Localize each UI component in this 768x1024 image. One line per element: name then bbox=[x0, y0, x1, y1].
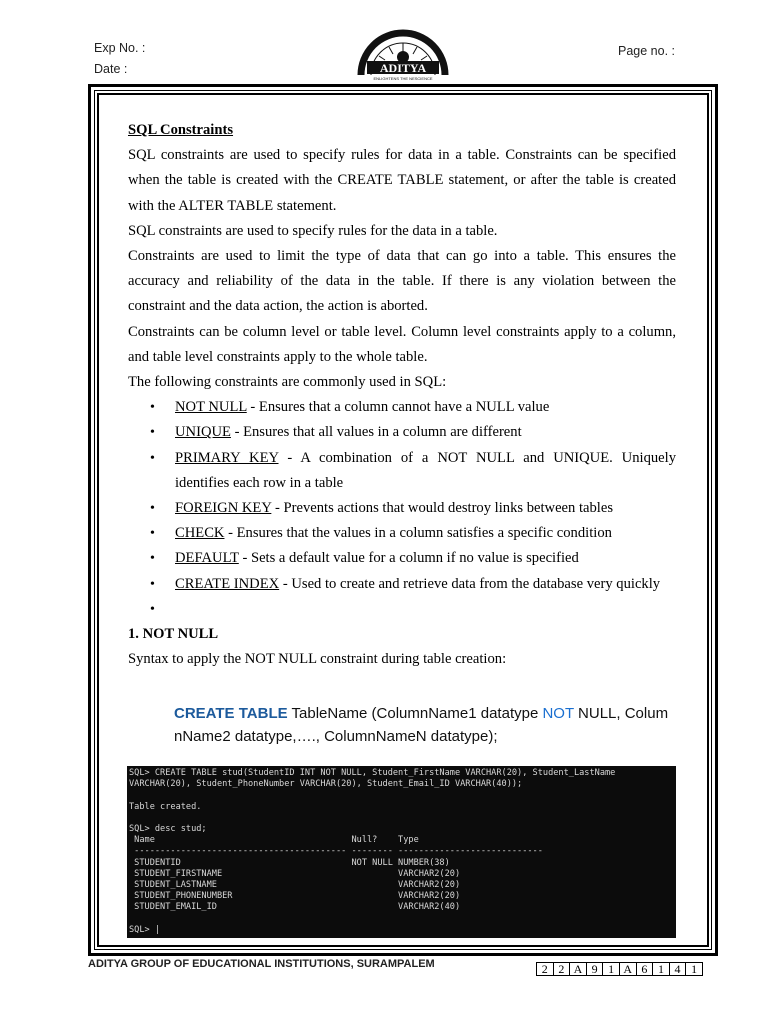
paragraph: SQL constraints are used to specify rules for data in a table. Constraints can be specified when the table is created with the CREATE TABLE statement, or after the table is created with the ALTER TABLE statement. bbox=[128, 147, 676, 214]
aditya-logo bbox=[353, 23, 453, 83]
constraint-name: PRIMARY KEY bbox=[175, 449, 279, 466]
roll-digit: 1 bbox=[652, 962, 670, 976]
constraint-desc: - Ensures that all values in a column are different bbox=[230, 424, 522, 441]
date-label: Date : bbox=[94, 62, 128, 76]
list-item bbox=[175, 546, 676, 571]
document-body bbox=[128, 118, 676, 672]
syntax-keyword-not: NOT bbox=[542, 705, 574, 722]
list-item-empty bbox=[175, 597, 676, 622]
list-item bbox=[175, 572, 676, 597]
list-item bbox=[175, 420, 676, 445]
roll-digit: 6 bbox=[636, 962, 654, 976]
syntax-keyword: CREATE TABLE bbox=[174, 705, 288, 722]
logo-tagline: ENLIGHTENS THE NESCIENCE bbox=[373, 76, 433, 81]
roll-digit: 1 bbox=[685, 962, 703, 976]
roll-digit: A bbox=[619, 962, 637, 976]
syntax-text: TableName (ColumnName1 datatype bbox=[287, 705, 543, 722]
institution-footer: ADITYA GROUP OF EDUCATIONAL INSTITUTIONS, SURAMPALEM bbox=[88, 958, 435, 970]
constraint-desc: - Used to create and retrieve data from the database very quickly bbox=[279, 575, 661, 592]
roll-digit: 9 bbox=[586, 962, 604, 976]
roll-digit: 2 bbox=[553, 962, 571, 976]
page-no-label: Page no. : bbox=[618, 44, 675, 58]
constraint-name: UNIQUE bbox=[175, 424, 231, 441]
logo-text: ADITYA bbox=[379, 61, 427, 75]
list-item bbox=[175, 395, 676, 420]
constraint-name: CHECK bbox=[175, 525, 225, 542]
paragraph: The following constraints are commonly used in SQL: bbox=[128, 374, 447, 391]
constraint-desc: - Sets a default value for a column if no value is specified bbox=[238, 550, 579, 567]
roll-digit: 2 bbox=[536, 962, 554, 976]
syntax-intro: Syntax to apply the NOT NULL constraint during table creation: bbox=[128, 651, 507, 668]
paragraph: Constraints are used to limit the type of data that can go into a table. This ensures the accuracy and reliability of the data in the table. If there is any violation between the constraint and the data action, the action is aborted. bbox=[128, 248, 676, 315]
roll-digit: 1 bbox=[602, 962, 620, 976]
constraint-name: CREATE INDEX bbox=[175, 575, 280, 592]
section-heading: 1. NOT NULL bbox=[128, 626, 219, 643]
roll-number-boxes bbox=[537, 962, 703, 976]
constraint-name: NOT NULL bbox=[175, 399, 247, 416]
constraint-desc: - Prevents actions that would destroy links between tables bbox=[271, 500, 614, 517]
paragraph: SQL constraints are used to specify rules for the data in a table. bbox=[128, 222, 498, 239]
syntax-text: NULL, Colum nName2 datatype,…., ColumnNameN datatype); bbox=[174, 705, 669, 745]
list-item bbox=[175, 521, 676, 546]
section-title: SQL Constraints bbox=[128, 122, 234, 138]
syntax-block bbox=[174, 702, 684, 748]
sql-terminal-screenshot bbox=[127, 766, 676, 938]
constraint-name: DEFAULT bbox=[175, 550, 239, 567]
constraint-desc: - Ensures that the values in a column satisfies a specific condition bbox=[224, 525, 612, 542]
roll-digit: A bbox=[569, 962, 587, 976]
paragraph: Constraints can be column level or table level. Column level constraints apply to a column, and table level constraints apply to the whole table. bbox=[128, 323, 676, 365]
list-item bbox=[175, 496, 676, 521]
list-item bbox=[175, 446, 676, 496]
constraint-name: FOREIGN KEY bbox=[175, 500, 272, 517]
exp-no-label: Exp No. : bbox=[94, 41, 146, 55]
constraint-desc: - Ensures that a column cannot have a NULL value bbox=[246, 399, 550, 416]
roll-digit: 4 bbox=[669, 962, 687, 976]
terminal-output: SQL> CREATE TABLE stud(StudentID INT NOT NULL, Student_FirstName VARCHAR(20), Student_LastName VARCHAR(20), Student_PhoneNumber VARCHAR(20), Student_Email_ID VARCHAR(40)); Table created. SQL> desc stud; Name Null? Type ----------------------------------------- -------- ---------------------------- STUDENTID NOT NULL NUMBER(38) STUDENT_FIRSTNAME VARCHAR2(20) STUDENT_LASTNAME VARCHAR2(20) STUDENT_PHONENUMBER VARCHAR2(20) STUDENT_EMAIL_ID VARCHAR2(40) SQL> | bbox=[129, 768, 616, 935]
constraint-list bbox=[128, 395, 676, 622]
constraint-desc: - A combination of a NOT NULL and UNIQUE. Uniquely identifies each row in a table bbox=[175, 449, 676, 491]
